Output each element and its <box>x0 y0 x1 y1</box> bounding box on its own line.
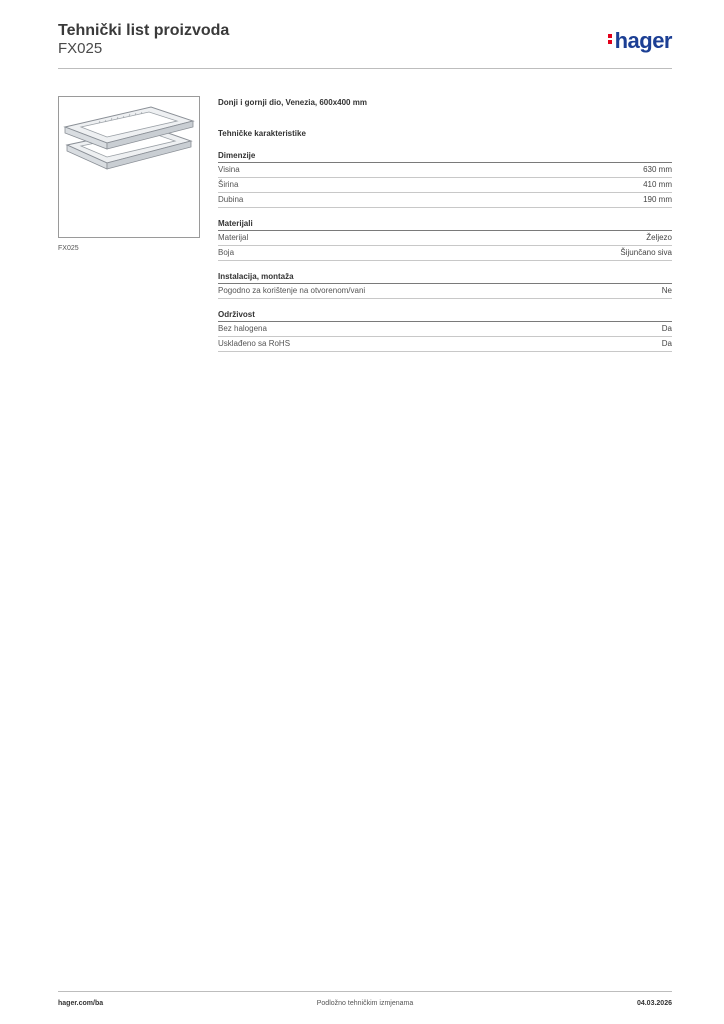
spec-label: Bez halogena <box>218 324 267 333</box>
page-footer <box>58 998 672 1010</box>
section-dimensions <box>218 150 672 208</box>
footer-note: Podložno tehničkim izmjenama <box>316 1000 414 1007</box>
document-title: Tehnički list proizvoda <box>58 22 230 39</box>
spec-row <box>218 178 672 193</box>
section-sustainability <box>218 309 672 352</box>
section-materials <box>218 218 672 261</box>
spec-value: 410 mm <box>643 180 672 189</box>
spec-row <box>218 163 672 178</box>
spec-value: 190 mm <box>643 195 672 204</box>
footer-divider <box>58 991 672 992</box>
hager-logo <box>608 28 672 54</box>
logo-text: hager <box>614 28 672 53</box>
spec-label: Boja <box>218 248 235 257</box>
spec-label: Pogodno za korištenje na otvorenom/vani <box>218 286 366 295</box>
header-divider <box>58 68 672 69</box>
product-image <box>58 96 200 238</box>
spec-value: Željezo <box>646 233 672 242</box>
section-title: Dimenzije <box>218 150 672 163</box>
page-header <box>58 22 672 68</box>
spec-row <box>218 337 672 352</box>
spec-row <box>218 246 672 261</box>
spec-value: Šijunčano siva <box>620 248 672 257</box>
spec-label: Širina <box>218 180 239 189</box>
section-installation <box>218 271 672 299</box>
product-code: FX025 <box>58 40 103 57</box>
logo-dots-icon <box>608 32 613 46</box>
spec-label: Visina <box>218 165 240 174</box>
spec-value: 630 mm <box>643 165 672 174</box>
section-title: Instalacija, montaža <box>218 271 672 284</box>
spec-row <box>218 193 672 208</box>
footer-date: 04.03.2026 <box>636 1000 672 1007</box>
spec-label: Usklađeno sa RoHS <box>218 339 291 348</box>
spec-row <box>218 284 672 299</box>
spec-row <box>218 231 672 246</box>
spec-label: Dubina <box>218 195 244 204</box>
image-caption: FX025 <box>58 245 79 252</box>
spec-value: Da <box>661 324 672 333</box>
website-link[interactable]: hager.com/ba <box>58 1000 104 1007</box>
spec-value: Da <box>661 339 672 348</box>
frame-illustration-icon <box>59 97 199 237</box>
section-title: Materijali <box>218 218 672 231</box>
spec-row <box>218 322 672 337</box>
product-name: Donji i gornji dio, Venezia, 600x400 mm <box>218 98 367 107</box>
product-details <box>218 96 672 352</box>
spec-label: Materijal <box>218 233 249 242</box>
spec-value: Ne <box>661 286 672 295</box>
section-title: Održivost <box>218 309 672 322</box>
spec-heading: Tehničke karakteristike <box>218 129 306 138</box>
